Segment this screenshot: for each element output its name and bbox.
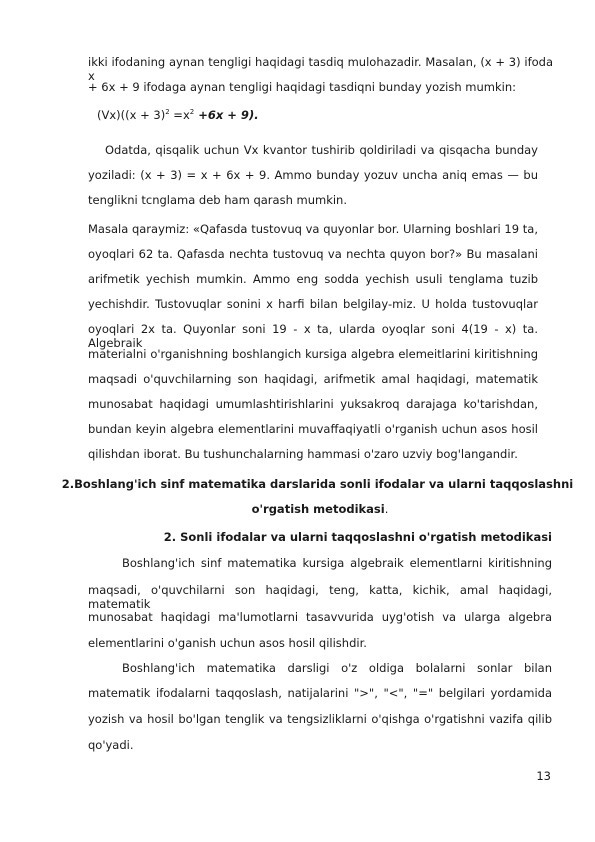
formula-part: +6x + 9). (194, 108, 259, 122)
text-line: munosabat haqidagi umumlashtirishlarini yuksakroq darajaga ko'tarishdan, (88, 397, 538, 411)
formula-part: =x (169, 108, 190, 122)
text-line: tenglikni tcnglama deb ham qarash mumkin. (88, 193, 348, 207)
text-line: Masala qaraymiz: «Qafasda tustovuq va quyonlar bor. Ularning boshlari 19 ta, (88, 222, 538, 236)
text-line: yechishdir. Tustovuqlar sonini x harfi bilan belgilay-miz. U holda tustovuqlar (88, 297, 538, 311)
section-heading: 2.Boshlang'ich sinf matematika darslarida sonli ifodalar va ularni taqqoslashni (61, 477, 574, 491)
text-line: oyoqlari 2x ta. Quyonlar soni 19 - x ta, ularda oyoqlar soni 4(19 - x) ta. Algebraik (88, 322, 538, 350)
text-line: + 6x + 9 ifodaga aynan tengligi haqidagi tasdiqni bunday yozish mumkin: (88, 80, 517, 94)
text-line: materialni o'rganishning boshlangich kursiga algebra elemeitlarini kiritishning (88, 347, 538, 361)
text-line: qo'yadi. (88, 738, 134, 752)
text-line: Odatda, qisqalik uchun Vx kvantor tushirib qoldiriladi va qisqacha bunday (105, 143, 538, 157)
page-number: 13 (536, 769, 551, 783)
text-line: Boshlang'ich sinf matematika kursiga algebraik elementlarni kiritishning (122, 556, 552, 570)
text-line: elementlarini o'ganish uchun asos hosil qilishdir. (88, 636, 367, 650)
text-line: maqsadi, o'quvchilarni son haqidagi, teng, katta, kichik, amal haqidagi, matematik (88, 583, 552, 611)
formula-part: (Vx)((x + 3) (97, 108, 166, 122)
text-line: bundan keyin algebra elementlarini muvaffaqiyatli o'rganish uchun asos hosil (88, 422, 538, 436)
text-line: ikki ifodaning aynan tengligi haqidagi tasdiq mulohazadir. Masalan, (x + 3) ifoda x (88, 55, 553, 83)
formula-exponent: 2 (165, 108, 170, 117)
section-heading-line2: o'rgatish metodikasi. (251, 502, 389, 516)
text-line: qilishdan iborat. Bu tushunchalarning hammasi o'zaro uzviy bog'langandir. (88, 447, 518, 461)
text-line: maqsadi o'quvchilarning son haqidagi, arifmetik amal haqidagi, matematik (88, 372, 538, 386)
text-line: munosabat haqidagi ma'lumotlarni tasavvurida uyg'otish va ularga algebra (88, 610, 552, 624)
text-line: matematik ifodalarni taqqoslash, natijalarini ">", "<", "=" belgilari yordamida (88, 686, 552, 700)
text-line: yozish va hosil bo'lgan tenglik va tengsizliklarni o'qishga o'rgatishni vazifa qilib (88, 712, 552, 726)
subsection-heading: 2. Sonli ifodalar va ularni taqqoslashni o'rgatish metodikasi (163, 530, 552, 544)
text-line: Boshlang'ich matematika darsligi o'z oldiga bolalarni sonlar bilan (122, 661, 552, 675)
text-line: yoziladi: (x + 3) = x + 6x + 9. Ammo bunday yozuv uncha aniq emas — bu (88, 168, 538, 182)
text-line: oyoqlari 62 ta. Qafasda nechta tustovuq va nechta quyon bor?» Bu masalani (88, 247, 538, 261)
text-line: arifmetik yechish mumkin. Ammo eng sodda yechish usuli tenglama tuzib (88, 272, 538, 286)
formula (97, 108, 259, 122)
formula-exponent: 2 (189, 108, 195, 117)
